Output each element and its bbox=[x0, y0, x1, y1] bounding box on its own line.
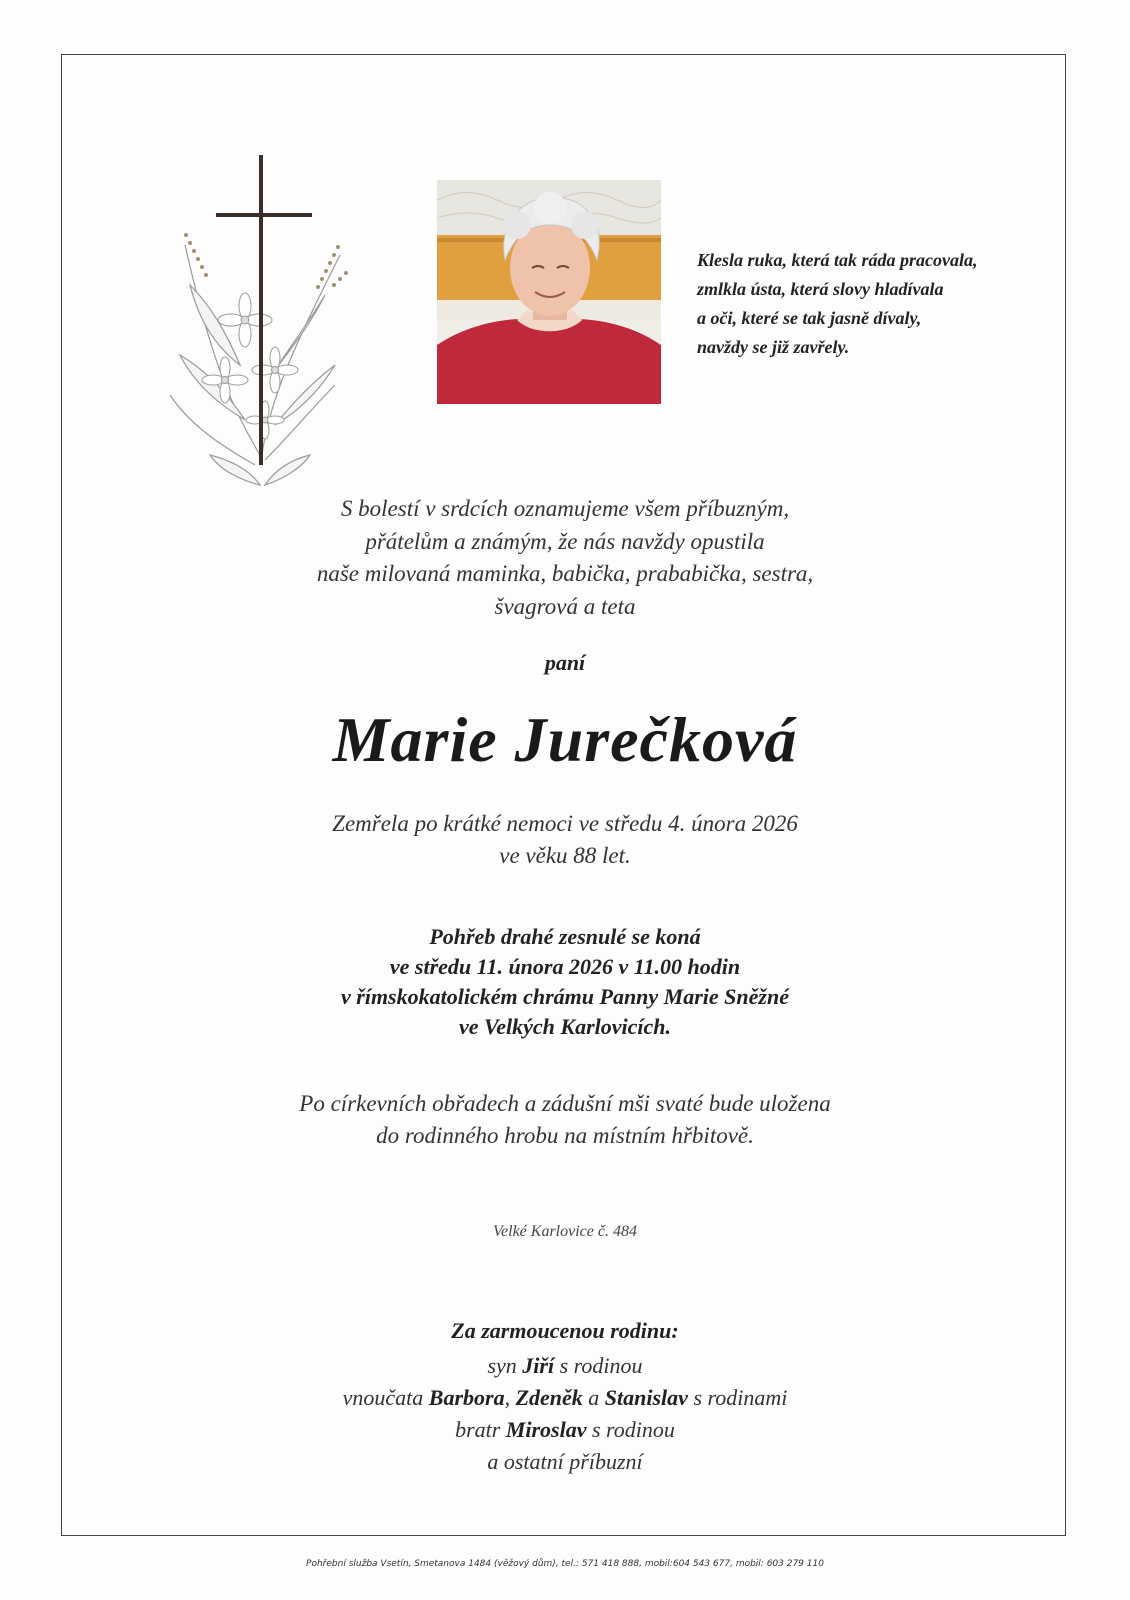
burial-line: do rodinného hrobu na místním hřbitově. bbox=[376, 1123, 754, 1148]
family-line-grandchildren bbox=[0, 1382, 1130, 1414]
family-list bbox=[0, 1350, 1130, 1478]
announcement-line: naše milovaná maminka, babička, prababička, sestra, bbox=[316, 561, 814, 586]
family-line-relatives: a ostatní příbuzní bbox=[487, 1449, 643, 1474]
death-line: Zemřela po krátké nemoci ve středu 4. února 2026 bbox=[332, 811, 798, 836]
family-text: a bbox=[582, 1385, 605, 1410]
honorific-title: paní bbox=[544, 650, 586, 675]
funeral-info bbox=[0, 922, 1130, 1042]
family-member-name: Zdeněk bbox=[515, 1385, 583, 1410]
family-text: syn bbox=[487, 1353, 523, 1378]
family-member-name: Miroslav bbox=[505, 1417, 587, 1442]
announcement-line: S bolestí v srdcích oznamujeme všem příbuzným, bbox=[340, 496, 790, 521]
announcement-line: přátelům a známým, že nás navždy opustila bbox=[365, 528, 765, 554]
family-text: , bbox=[504, 1385, 516, 1410]
poem-line: navždy se již zavřely. bbox=[697, 337, 850, 357]
poem-quote bbox=[697, 246, 1037, 362]
poem-line: a oči, které se tak jasně dívaly, bbox=[697, 308, 922, 328]
home-address: Velké Karlovice č. 484 bbox=[493, 1223, 637, 1240]
funeral-line: ve Velkých Karlovicích. bbox=[458, 1014, 671, 1039]
cross-with-flowers-icon bbox=[150, 155, 360, 500]
portrait-photo bbox=[437, 180, 661, 404]
family-text: bratr bbox=[455, 1417, 506, 1442]
poem-line: zmlkla ústa, která slovy hladívala bbox=[697, 279, 944, 299]
family-heading: Za zarmoucenou rodinu: bbox=[451, 1318, 679, 1343]
family-member-name: Jiří bbox=[522, 1353, 555, 1378]
family-line-brother bbox=[0, 1414, 1130, 1446]
burial-info bbox=[0, 1088, 1130, 1152]
announcement-text bbox=[0, 493, 1130, 623]
family-text: vnoučata bbox=[342, 1385, 429, 1410]
deceased-name: Marie Jurečková bbox=[332, 704, 798, 775]
poem-line: Klesla ruka, která tak ráda pracovala, bbox=[697, 250, 978, 270]
family-text: s rodinami bbox=[687, 1385, 788, 1410]
family-line-son bbox=[0, 1350, 1130, 1382]
family-text: s rodinou bbox=[586, 1417, 675, 1442]
funeral-line: Pohřeb drahé zesnulé se koná bbox=[429, 924, 701, 949]
funeral-line: ve středu 11. února 2026 v 11.00 hodin bbox=[389, 954, 741, 979]
funeral-line: v římskokatolickém chrámu Panny Marie Sněžné bbox=[341, 984, 789, 1009]
death-line: ve věku 88 let. bbox=[499, 843, 631, 868]
announcement-line: švagrová a teta bbox=[494, 593, 636, 619]
family-member-name: Barbora bbox=[428, 1385, 505, 1410]
death-info bbox=[0, 808, 1130, 872]
burial-line: Po církevních obřadech a zádušní mši svaté bude uložena bbox=[299, 1091, 831, 1116]
family-text: s rodinou bbox=[554, 1353, 643, 1378]
funeral-service-footer: Pohřební služba Vsetín, Smetanova 1484 (věžový dům), tel.: 571 418 888, mobil:604 543 677, mobil: 603 279 110 bbox=[306, 1559, 824, 1569]
family-member-name: Stanislav bbox=[604, 1385, 688, 1410]
